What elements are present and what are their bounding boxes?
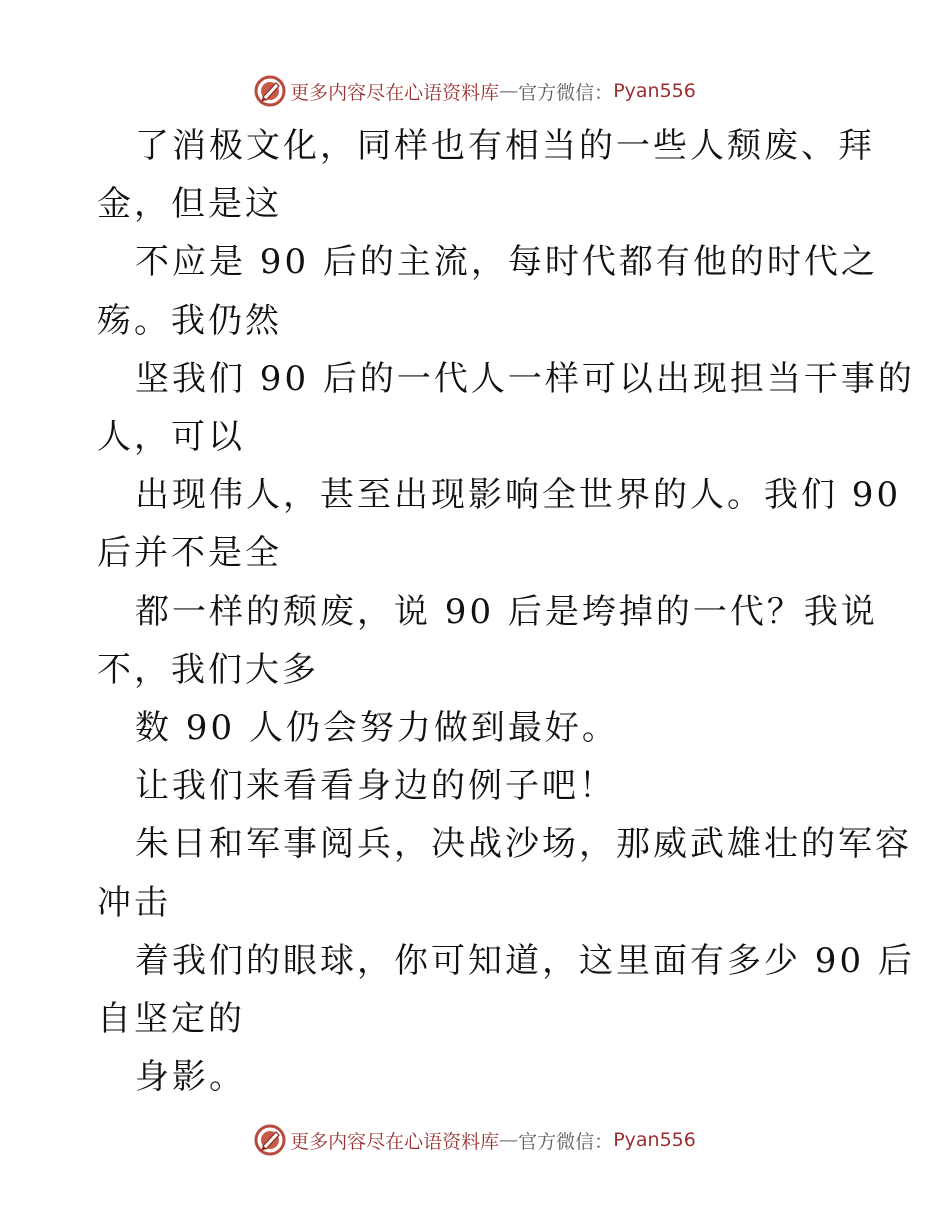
paragraph-line-continued: 人，可以 [97,417,245,458]
paragraph-line: 数 90 人仍会努力做到最好。 [135,708,619,749]
paragraph [97,583,878,699]
paragraph [97,233,878,349]
paragraph-line: 都一样的颓废，说 90 后是垮掉的一代？我说 [135,591,878,632]
paragraph-line: 朱日和军事阅兵，决战沙场，那威武雄壮的军容 [135,824,912,865]
paragraph-line: 坚我们 90 后的一代人一样可以出现担当干事的 [135,358,915,399]
paragraph-line: 了消极文化，同样也有相当的一些人颓废、拜 [135,126,875,166]
paragraph-line: 不应是 90 后的主流，每时代都有他的时代之 [135,242,878,283]
paragraph [97,757,867,815]
paragraph-line-continued: 自坚定的 [97,999,245,1040]
paragraph-line: 身影。 [135,1057,246,1098]
header-brand: 更多内容尽在心语资料库 [290,81,500,104]
paragraph [97,117,875,233]
paragraph [97,1048,867,1106]
paragraph [97,932,915,1048]
header-wechat-id: Pyan556 [613,80,696,102]
header-wechat-label: 官方微信： [518,81,614,104]
paragraph-line-continued: 后并不是全 [97,533,282,574]
paragraph-line-continued: 金，但是这 [97,184,282,225]
body-text [97,117,915,1106]
paragraph-line: 着我们的眼球，你可知道，这里面有多少 90 后 [135,940,915,981]
logo-icon [254,1124,286,1156]
footer-wechat-label: 官方微信： [518,1130,614,1153]
footer-brand: 更多内容尽在心语资料库 [290,1130,500,1153]
header-separator: — [499,80,519,102]
paragraph-line: 让我们来看看身边的例子吧！ [135,766,616,807]
paragraph [97,466,902,582]
paragraph [97,699,867,757]
paragraph [97,350,915,466]
paragraph-line: 出现伟人，甚至出现影响全世界的人。我们 90 [135,475,902,516]
paragraph-line-continued: 不，我们大多 [97,649,319,690]
paragraph-line-continued: 冲击 [97,882,171,923]
logo-icon [254,75,286,107]
footer-separator: — [499,1129,519,1151]
footer-wechat-id: Pyan556 [613,1129,696,1151]
header-banner [0,71,950,111]
paragraph [97,815,912,931]
footer-banner [0,1120,950,1160]
paragraph-line-continued: 殇。我仍然 [97,300,282,341]
